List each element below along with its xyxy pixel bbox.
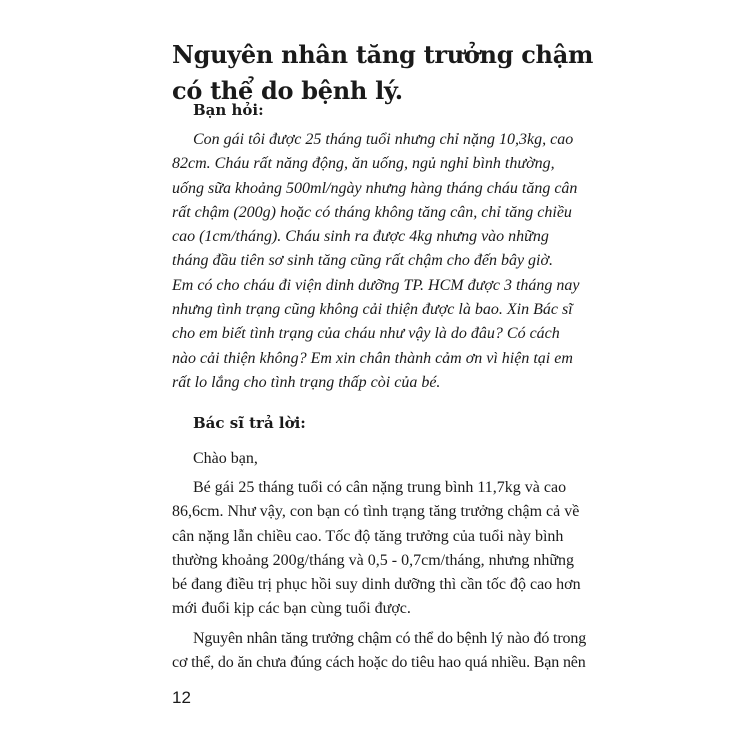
question-line: tháng đầu tiên sơ sinh tăng cũng rất chậm cho đến bây giờ. [172,252,554,270]
answer-greeting-block [172,447,592,471]
answer-line: cơ thể, do ăn chưa đúng cách hoặc do tiêu hao quá nhiều. Bạn nên [172,654,586,672]
answer-line: mới đuổi kịp các bạn cùng tuổi được. [172,600,411,618]
question-line: uống sữa khoảng 500ml/ngày nhưng hàng tháng cháu tăng cân [172,179,578,197]
question-line: cho em biết tình trạng của cháu như vậy là do đâu? Có cách [172,325,560,343]
question-line: cao (1cm/tháng). Cháu sinh ra được 4kg nhưng vào những [172,228,549,246]
question-line: Con gái tôi được 25 tháng tuổi nhưng chỉ nặng 10,3kg, cao [193,131,574,148]
question-line: nhưng tình trạng cũng không cải thiện được là bao. Xin Bác sĩ [172,301,573,319]
answer-paragraph-1 [172,476,592,622]
answer-line: cân nặng lẫn chiều cao. Tốc độ tăng trưởng của tuổi này bình [172,527,564,545]
question-line: rất lo lắng cho tình trạng thấp còi của bé. [172,373,441,391]
answer-line: Bé gái 25 tháng tuổi có cân nặng trung bình 11,7kg và cao [193,479,567,496]
question-line: 82cm. Cháu rất năng động, ăn uống, ngủ nghỉ bình thường, [172,155,555,173]
page-number: 12 [172,688,191,707]
answer-line: thường khoảng 200g/tháng và 0,5 - 0,7cm/tháng, nhưng những [172,551,574,569]
answer-line: Nguyên nhân tăng trưởng chậm có thể do bệnh lý nào đó trong [193,630,587,647]
answer-line: 86,6cm. Như vậy, con bạn có tình trạng tăng trưởng chậm cả về [172,503,580,521]
answer-paragraph-2 [172,627,592,676]
question-line: Em có cho cháu đi viện dinh dưỡng TP. HCM được 3 tháng nay [172,276,580,294]
question-text [172,128,592,395]
question-line: nào cải thiện không? Em xin chân thành cảm ơn vì hiện tại em [172,349,573,367]
answer-line: bé đang điều trị phục hồi suy dinh dưỡng thì cần tốc độ cao hơn [172,576,581,594]
answer-greeting: Chào bạn, [193,450,258,467]
answer-heading: Bác sĩ trả lời: [193,414,306,432]
question-heading: Bạn hỏi: [193,101,264,119]
question-line: rất chậm (200g) hoặc có tháng không tăng cân, chỉ tăng chiều [172,203,572,221]
page-title: Nguyên nhân tăng trưởng chậm có thể do bệnh lý. [172,40,594,105]
